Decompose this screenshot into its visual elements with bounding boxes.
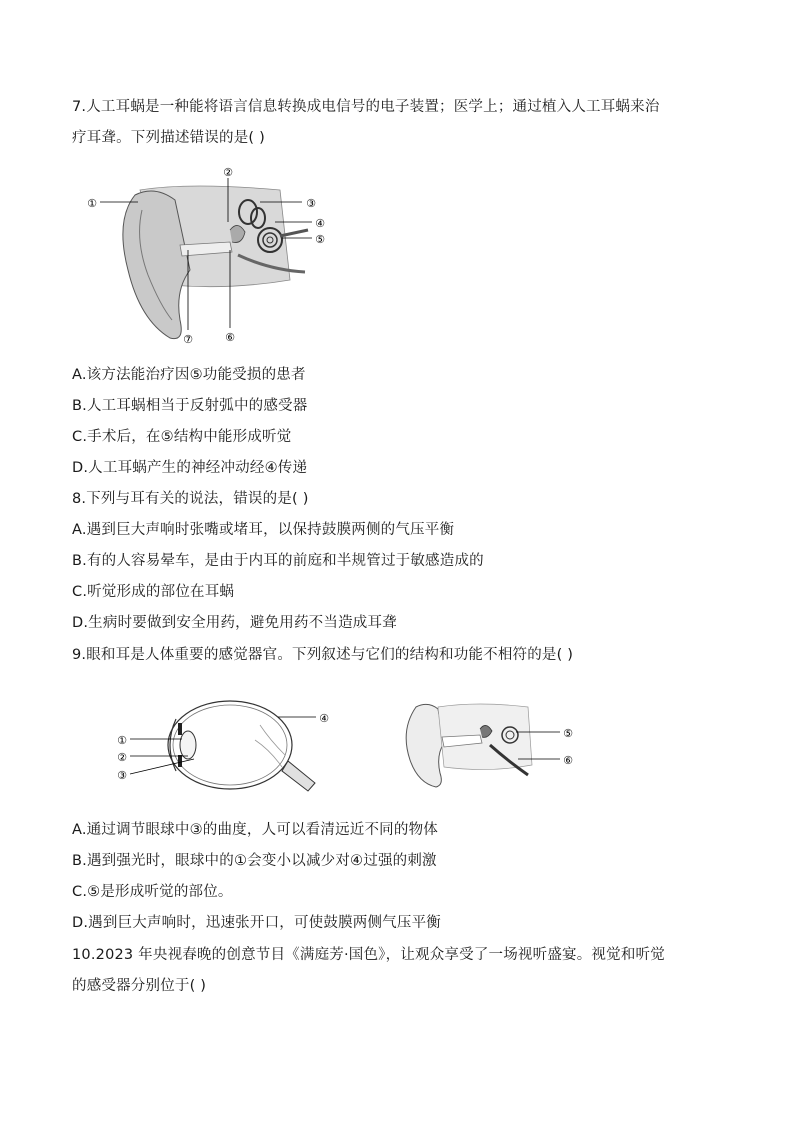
ear-diagram-2-figure	[398, 695, 588, 795]
eye-label-1	[115, 732, 129, 747]
svg-text:⑤: ⑤	[315, 233, 325, 246]
q10-stem-line1: 10.2023 年央视春晚的创意节目《满庭芳·国色》，让观众享受了一场视听盛宴。视觉和听觉	[72, 947, 665, 963]
ear-anatomy-illustration-small	[398, 695, 588, 795]
eye-anatomy-illustration	[110, 695, 350, 795]
q9-option-a: A.通过调节眼球中③的曲度，人可以看清远近不同的物体	[72, 822, 438, 838]
eye-label-4	[317, 710, 331, 725]
svg-text:⑦: ⑦	[183, 333, 193, 346]
ear-label-2	[221, 164, 235, 179]
eye-label-3	[115, 767, 129, 782]
q10-stem-line2: 的感受器分别位于( )	[72, 978, 207, 994]
q8-stem: 8.下列与耳有关的说法，错误的是( )	[72, 491, 309, 507]
svg-text:②: ②	[223, 166, 233, 179]
eye-diagram-figure	[110, 695, 350, 795]
q7-stem-line1: 7.人工耳蜗是一种能将语言信息转换成电信号的电子装置；医学上；通过植入人工耳蜗来治	[72, 99, 660, 115]
ear2-label-5	[561, 725, 575, 740]
ear2-label-6	[561, 752, 575, 767]
q9-stem: 9.眼和耳是人体重要的感觉器官。下列叙述与它们的结构和功能不相符的是( )	[72, 647, 574, 663]
svg-text:①: ①	[117, 734, 127, 747]
ear-diagram-figure	[80, 160, 340, 350]
ear-anatomy-illustration	[80, 160, 340, 350]
svg-text:④: ④	[319, 712, 329, 725]
svg-text:⑥: ⑥	[225, 331, 235, 344]
q7-option-c: C.手术后，在⑤结构中能形成听觉	[72, 429, 292, 445]
ear-label-3	[304, 195, 318, 210]
q7-option-d: D.人工耳蜗产生的神经冲动经④传递	[72, 460, 308, 476]
q8-option-c: C.听觉形成的部位在耳蜗	[72, 584, 235, 600]
svg-text:④: ④	[315, 217, 325, 230]
svg-text:⑤: ⑤	[563, 727, 573, 740]
ear-label-4	[313, 215, 327, 230]
svg-text:③: ③	[306, 197, 316, 210]
q8-option-d: D.生病时要做到安全用药，避免用药不当造成耳聋	[72, 615, 397, 631]
q8-option-b: B.有的人容易晕车，是由于内耳的前庭和半规管过于敏感造成的	[72, 553, 484, 569]
ear-label-1	[85, 195, 99, 210]
q7-option-a: A.该方法能治疗因⑤功能受损的患者	[72, 367, 306, 383]
q9-option-d: D.遇到巨大声响时，迅速张开口，可使鼓膜两侧气压平衡	[72, 915, 441, 931]
svg-text:②: ②	[117, 751, 127, 764]
ear-label-7	[181, 331, 195, 346]
q8-option-a: A.遇到巨大声响时张嘴或堵耳，以保持鼓膜两侧的气压平衡	[72, 522, 455, 538]
svg-text:⑥: ⑥	[563, 754, 573, 767]
svg-text:③: ③	[117, 769, 127, 782]
ear-label-5	[313, 231, 327, 246]
q7-option-b: B.人工耳蜗相当于反射弧中的感受器	[72, 398, 308, 414]
q9-option-b: B.遇到强光时，眼球中的①会变小以减少对④过强的刺激	[72, 853, 437, 869]
q7-stem-line2: 疗耳聋。下列描述错误的是( )	[72, 130, 265, 146]
svg-text:①: ①	[87, 197, 97, 210]
q9-option-c: C.⑤是形成听觉的部位。	[72, 884, 233, 900]
eye-label-2	[115, 749, 129, 764]
ear-label-6	[223, 329, 237, 344]
